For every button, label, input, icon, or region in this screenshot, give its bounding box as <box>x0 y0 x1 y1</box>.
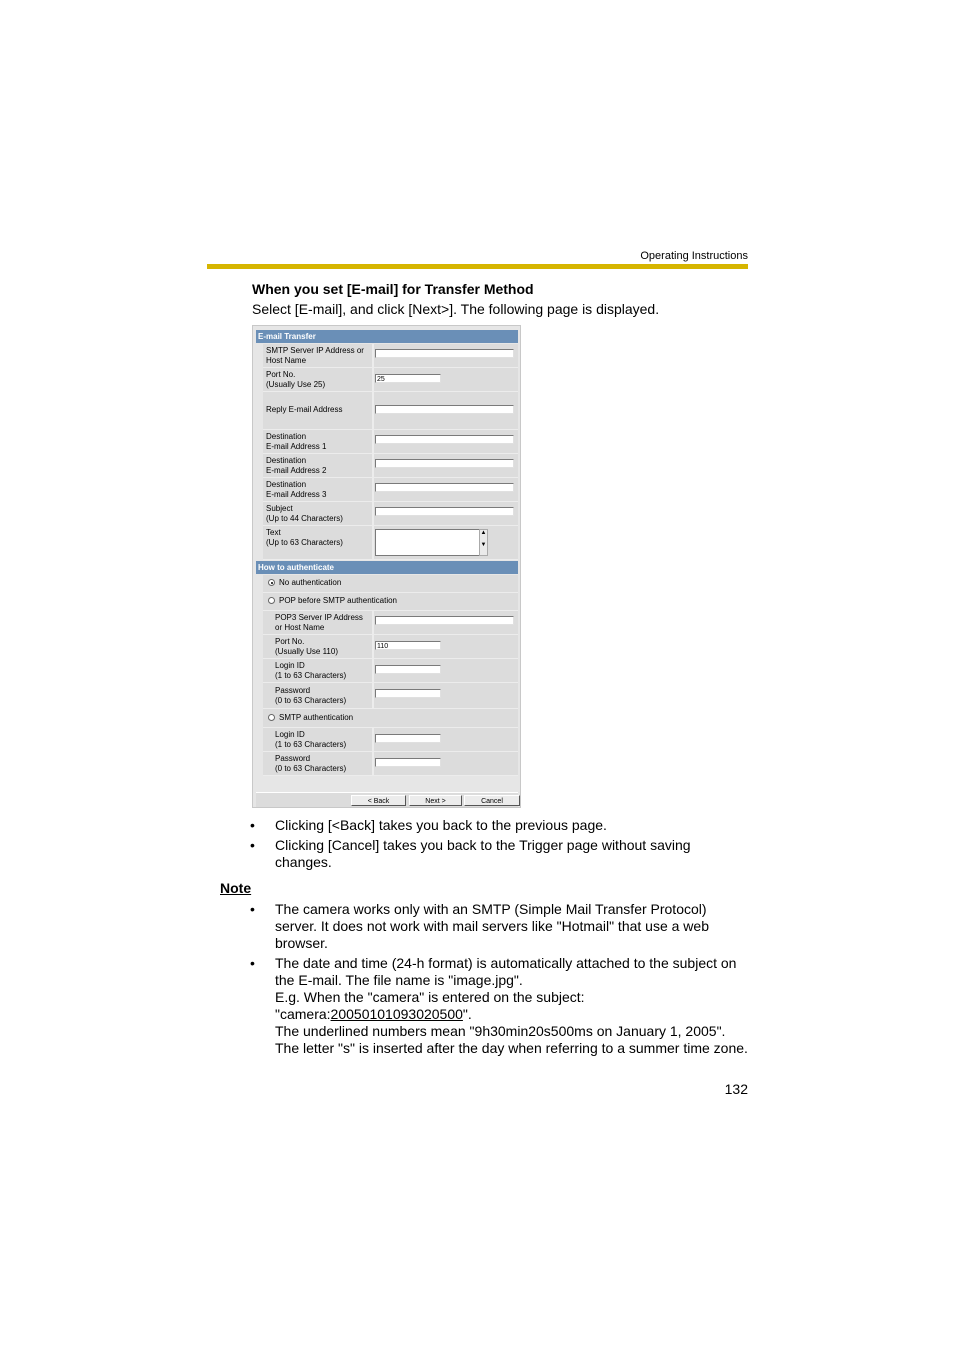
auth-heading: How to authenticate <box>256 561 518 574</box>
auth-pop-row <box>263 593 518 611</box>
auth-none-label: No authentication <box>279 578 342 587</box>
example-prefix: "camera: <box>275 1006 331 1022</box>
smtp-server-row <box>263 344 518 368</box>
note-date-line1: The date and time (24-h format) is automatically attached to the subject on the E-mail. The file name is "image.jpg". <box>275 955 737 988</box>
auth-pop-label: POP before SMTP authentication <box>279 596 397 605</box>
text-area[interactable] <box>375 529 480 556</box>
text-scrollbar[interactable]: ▲ ▼ <box>479 529 488 556</box>
smtp-server-input[interactable] <box>375 349 514 358</box>
port-row <box>263 368 518 392</box>
note-heading: Note <box>220 880 252 896</box>
auth-none-radio[interactable] <box>268 579 275 586</box>
auth-pop-radio[interactable] <box>268 597 275 604</box>
bullet-icon: • <box>250 955 255 971</box>
section-title: When you set [E-mail] for Transfer Method <box>252 281 534 297</box>
pop-login-row <box>263 659 518 683</box>
pop-login-input[interactable] <box>375 665 441 674</box>
bullet-cancel-text: Clicking [Cancel] takes you back to the Trigger page without saving changes. <box>275 837 691 870</box>
pop-port-label: Port No. (Usually Use 110) <box>275 637 338 656</box>
cancel-button[interactable]: Cancel <box>464 795 520 806</box>
page-number: 132 <box>724 1081 748 1097</box>
reply-row <box>263 392 518 430</box>
auth-none-row <box>263 575 518 593</box>
port-label: Port No. (Usually Use 25) <box>266 370 326 389</box>
list-item <box>250 955 748 1057</box>
header-rule <box>207 264 748 269</box>
reply-label: Reply E-mail Address <box>266 405 343 414</box>
button-bar <box>256 792 518 807</box>
dest2-label: Destination E-mail Address 2 <box>266 456 327 475</box>
note-list <box>250 901 748 1060</box>
pop3-server-input[interactable] <box>375 616 514 625</box>
note-date-example <box>275 1006 748 1023</box>
port-input[interactable]: 25 <box>375 374 441 383</box>
pop3-server-label: POP3 Server IP Address or Host Name <box>275 613 363 632</box>
pop-port-row <box>263 635 518 659</box>
subject-row <box>263 502 518 526</box>
example-underlined-number: 20050101093020500 <box>330 1006 463 1022</box>
smtp-password-row <box>263 752 518 776</box>
bullet-icon: • <box>250 901 255 917</box>
pop-port-input[interactable]: 110 <box>375 641 441 650</box>
running-header: Operating Instructions <box>640 250 748 262</box>
pop-password-row <box>263 683 518 709</box>
smtp-server-label: SMTP Server IP Address or Host Name <box>266 346 364 365</box>
text-row <box>263 526 518 560</box>
pop-login-label: Login ID (1 to 63 Characters) <box>275 661 347 680</box>
bullet-icon: • <box>250 837 255 853</box>
example-suffix: ". <box>462 1006 472 1022</box>
auth-smtp-radio[interactable] <box>268 714 275 721</box>
dest1-label: Destination E-mail Address 1 <box>266 432 327 451</box>
text-label: Text (Up to 63 Characters) <box>266 528 343 547</box>
subject-label: Subject (Up to 44 Characters) <box>266 504 343 523</box>
email-transfer-heading: E-mail Transfer <box>256 330 518 343</box>
list-item <box>250 901 748 952</box>
email-transfer-screenshot <box>252 325 521 808</box>
auth-smtp-label: SMTP authentication <box>279 713 354 722</box>
smtp-password-label: Password (0 to 63 Characters) <box>275 754 347 773</box>
smtp-login-label: Login ID (1 to 63 Characters) <box>275 730 347 749</box>
bullet-back-text: Clicking [<Back] takes you back to the previous page. <box>275 817 607 833</box>
dest3-label: Destination E-mail Address 3 <box>266 480 327 499</box>
dest1-row <box>263 430 518 454</box>
dest3-input[interactable] <box>375 483 514 492</box>
list-item <box>250 817 748 834</box>
note-item-smtp: The camera works only with an SMTP (Simple Mail Transfer Protocol) server. It does not work with mail servers like "Hotmail" that use a web browser. <box>275 901 709 951</box>
bullet-icon: • <box>250 817 255 833</box>
pop-password-input[interactable] <box>375 689 441 698</box>
note-item-date <box>275 955 748 1057</box>
dest3-row <box>263 478 518 502</box>
pop3-server-row <box>263 611 518 635</box>
smtp-password-input[interactable] <box>375 758 441 767</box>
list-item <box>250 837 748 871</box>
next-button[interactable]: Next > <box>409 795 462 806</box>
pop-password-label: Password (0 to 63 Characters) <box>275 686 347 705</box>
note-date-line2: E.g. When the "camera" is entered on the subject: <box>275 989 585 1005</box>
note-date-line4: The underlined numbers mean "9h30min20s500ms on January 1, 2005". <box>275 1023 726 1039</box>
smtp-login-row <box>263 728 518 752</box>
back-button[interactable]: < Back <box>351 795 406 806</box>
note-date-line5: The letter "s" is inserted after the day when referring to a summer time zone. <box>275 1040 748 1056</box>
smtp-login-input[interactable] <box>375 734 441 743</box>
intro-text: Select [E-mail], and click [Next>]. The following page is displayed. <box>252 301 660 317</box>
screen-notes <box>250 817 748 874</box>
dest2-row <box>263 454 518 478</box>
reply-input[interactable] <box>375 405 514 414</box>
auth-smtp-row <box>263 709 518 728</box>
subject-input[interactable] <box>375 507 514 516</box>
dest1-input[interactable] <box>375 435 514 444</box>
dest2-input[interactable] <box>375 459 514 468</box>
